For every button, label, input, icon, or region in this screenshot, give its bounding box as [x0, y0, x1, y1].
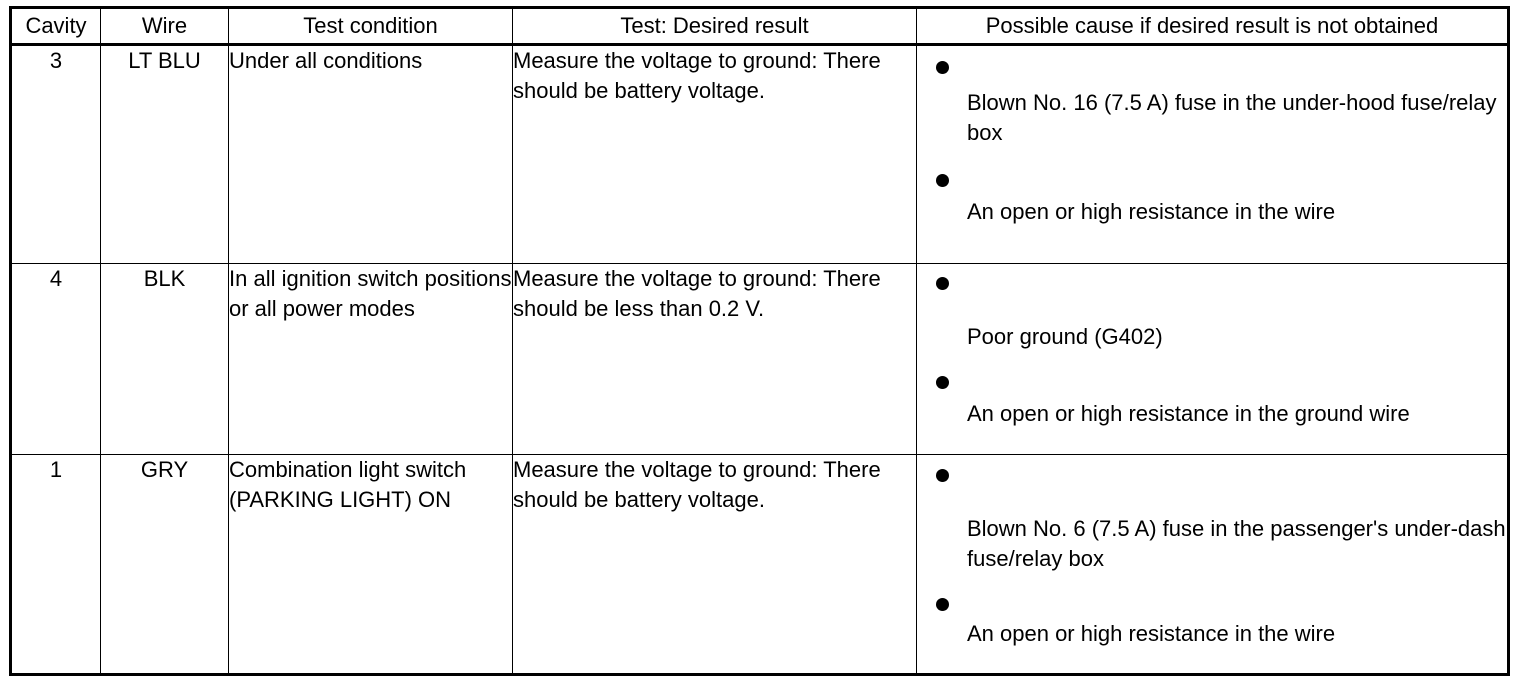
cause-text: Poor ground (G402) — [967, 324, 1163, 349]
result-cell: Measure the voltage to ground: There should be battery voltage. — [513, 455, 917, 675]
bullet-icon — [935, 268, 949, 298]
cause-item — [917, 148, 1507, 227]
cause-text: Blown No. 16 (7.5 A) fuse in the under-hood fuse/relay box — [967, 90, 1497, 145]
cause-item — [917, 352, 1507, 429]
condition-cell: Combination light switch (PARKING LIGHT) ON — [229, 455, 513, 675]
bullet-icon — [935, 460, 949, 490]
cause-item — [917, 574, 1507, 649]
cavity-cell: 4 — [11, 264, 101, 455]
cause-text: Blown No. 6 (7.5 A) fuse in the passenger's under-dash fuse/relay box — [967, 516, 1506, 571]
condition-cell: In all ignition switch positions or all power modes — [229, 264, 513, 455]
header-row — [11, 8, 1509, 45]
cause-text: An open or high resistance in the wire — [967, 199, 1336, 224]
cause-item — [917, 455, 1507, 574]
cause-cell — [917, 455, 1509, 675]
troubleshooting-table — [9, 6, 1510, 676]
cause-text: An open or high resistance in the wire — [967, 621, 1336, 646]
table-row — [11, 455, 1509, 675]
bullet-icon — [935, 367, 949, 397]
wire-cell: GRY — [101, 455, 229, 675]
table-row — [11, 264, 1509, 455]
cause-cell — [917, 45, 1509, 264]
cavity-cell: 3 — [11, 45, 101, 264]
cause-item — [917, 264, 1507, 352]
cause-text: An open or high resistance in the ground wire — [967, 401, 1410, 426]
header-cavity: Cavity — [11, 8, 101, 45]
cause-item — [917, 46, 1507, 148]
result-cell: Measure the voltage to ground: There should be less than 0.2 V. — [513, 264, 917, 455]
bullet-icon — [935, 52, 949, 82]
header-desired-result: Test: Desired result — [513, 8, 917, 45]
wire-cell: LT BLU — [101, 45, 229, 264]
result-cell: Measure the voltage to ground: There should be battery voltage. — [513, 45, 917, 264]
header-test-condition: Test condition — [229, 8, 513, 45]
cause-cell — [917, 264, 1509, 455]
header-possible-cause: Possible cause if desired result is not obtained — [917, 8, 1509, 45]
cavity-cell: 1 — [11, 455, 101, 675]
wire-cell: BLK — [101, 264, 229, 455]
bullet-icon — [935, 165, 949, 195]
header-wire: Wire — [101, 8, 229, 45]
condition-cell: Under all conditions — [229, 45, 513, 264]
table-row — [11, 45, 1509, 264]
bullet-icon — [935, 589, 949, 619]
